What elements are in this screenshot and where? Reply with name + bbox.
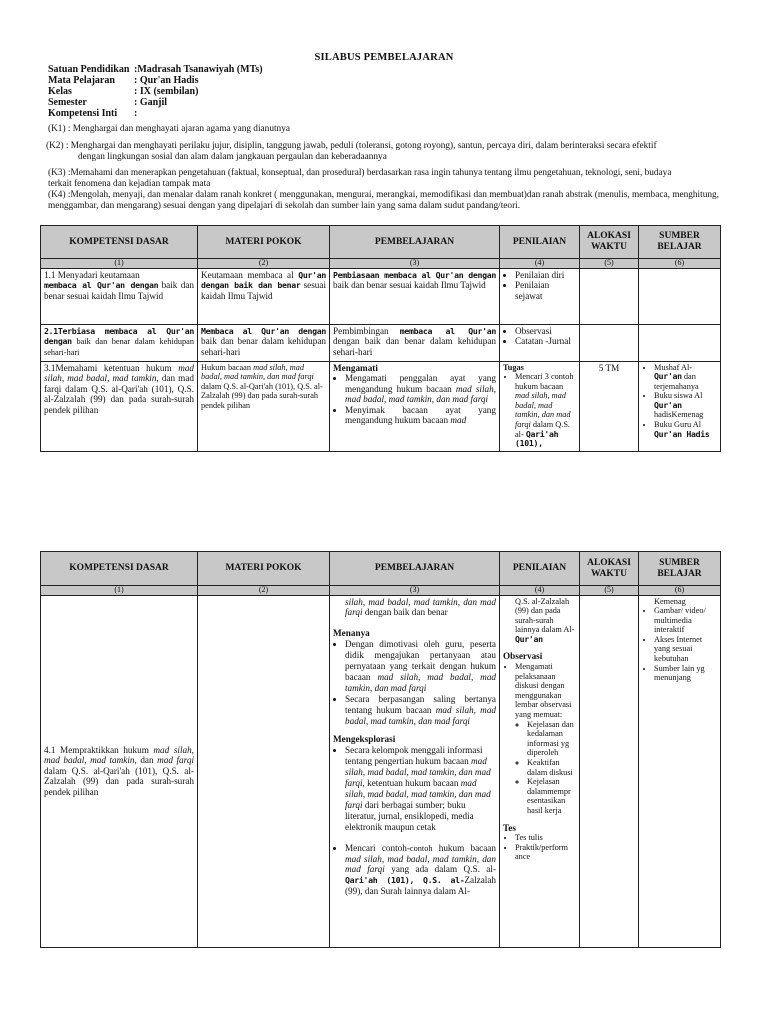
header-kompetensi-dasar: KOMPETENSI DASAR	[41, 552, 198, 586]
sumber-text: hadisKemenag	[654, 410, 704, 420]
penilaian-text: Mencari 3 contoh hukum bacaan	[515, 372, 574, 391]
syllabus-meta	[48, 64, 263, 119]
meta-row	[48, 64, 263, 75]
penilaian-subitem: ◦ Kejelasan dalammempr esentasikan hasil kerja	[527, 777, 576, 815]
pembelajaran-term: mad silah, mad badal, mad tamkin, dan mad farqi	[345, 671, 497, 693]
pembelajaran-term: mad silah, mad badal, mad tamkin, dan mad farqi	[345, 704, 497, 726]
penilaian-item: • Penilaian diri	[515, 270, 576, 281]
penilaian-text: Mengamati pelaksanaan diskusi dengan menggunakan lembar observasi yang memuat:	[515, 662, 572, 720]
ki-3: (K3) :Memahami dan menerapkan pengetahuan (faktual, konseptual, dan prosedural) berdasarkan rasa ingin tahunya tentang ilmu pengetahuan, teknologi, seni, budaya	[48, 168, 672, 178]
arabic-term: Membaca al Qur'an dengan	[201, 325, 326, 336]
materi-text: Keutamaan membaca al	[201, 269, 294, 280]
pembelajaran-term: mad silah, mad badal, mad tamkin, dan mad farqi	[345, 383, 497, 405]
sumber-text: Kemenag	[654, 596, 686, 606]
header-sumber-belajar: SUMBER BELAJAR	[639, 226, 721, 259]
ki-3-cont: terkait fenomena dan kejadian tampak mata	[48, 179, 211, 189]
arabic-term: Pembiasaan membaca al Qur'an dengan	[333, 269, 496, 280]
kd-text: 3.1Memahami ketentuan hukum	[44, 362, 172, 373]
section-heading: Tugas	[503, 362, 524, 372]
pembelajaran-text: Mengamati penggalan ayat yang mengandung hukum bacaan	[345, 373, 496, 394]
table-row	[41, 361, 721, 451]
sumber-cell	[639, 595, 721, 947]
alokasi-cell	[580, 268, 639, 324]
col-number: (4)	[500, 259, 580, 269]
arabic-term: Qur'an Hadis	[654, 428, 710, 439]
kd-term: mad silah, mad badal, mad tamkin,	[44, 362, 195, 384]
col-number: (5)	[580, 586, 639, 596]
pembelajaran-text: dengan baik dan benar dalam kehidupan sehari-hari	[333, 336, 496, 357]
header-penilaian: PENILAIAN	[500, 226, 580, 259]
table-row	[41, 324, 721, 361]
pembelajaran-text: Mencari contoh-	[345, 842, 410, 853]
penilaian-text: Q.S. al-Zalzalah (99) dan pada surah-surah lainnya dalam Al-	[515, 596, 575, 635]
materi-cell	[198, 361, 330, 451]
pembelajaran-text: contoh	[409, 843, 433, 853]
sumber-cell	[639, 268, 721, 324]
materi-cell	[198, 595, 330, 947]
kd-text: dan mad farqi dalam Q.S. al-Qari'ah (101), Q.S. al-Zalzalah (99) dan pada surah-surah pendek pilihan	[44, 373, 194, 415]
materi-cell	[198, 268, 330, 324]
meta-row	[48, 86, 263, 97]
page-title: SILABUS PEMBELAJARAN	[314, 52, 454, 63]
header-sumber-belajar: SUMBER BELAJAR	[639, 552, 721, 586]
kd-cell	[41, 324, 198, 361]
meta-row	[48, 97, 263, 108]
header-kompetensi-dasar: KOMPETENSI DASAR	[41, 226, 198, 259]
col-number: (5)	[580, 259, 639, 269]
kd-text: 4.1 Mempraktikkan hukum	[44, 744, 149, 755]
pembelajaran-term: mad silah, mad badal, mad tamkin, dan mad farqi	[345, 778, 491, 810]
pembelajaran-text: dengan baik dan benar	[364, 607, 448, 618]
col-number: (3)	[330, 586, 500, 596]
penilaian-cell	[500, 595, 580, 947]
penilaian-item: • Catatan -Jurnal	[515, 336, 576, 347]
alokasi-cell	[580, 324, 639, 361]
penilaian-subitem: ◦ Keaktifan dalam diskusi	[527, 758, 576, 777]
materi-term: mad silah, mad badal, mad tamkin, dan mad farqi	[201, 362, 314, 382]
penilaian-cell	[500, 324, 580, 361]
header-alokasi-waktu: ALOKASI WAKTU	[580, 226, 639, 259]
meta-value: : Ganjil	[134, 97, 168, 108]
ki-4: (K4) :Mengolah, menyaji, dan menalar dalam ranah konkret ( menggunakan, mengurai, merangkai, memodifikasi dan membuat)dan ranah abstrak (menulis, membaca, menghitung, menggambar, dan mengarang) sesuai dengan yang dipelajari di sekolah dan sumber lain yang sama dalam sudut pandang/teori.	[48, 190, 719, 211]
arabic-term: Qur'an dengan baik dan benar	[201, 269, 326, 291]
materi-text: baik dan benar dalam kehidupan sehari-hari	[201, 336, 326, 357]
alokasi-cell: 5 TM	[580, 361, 639, 451]
pembelajaran-cell	[330, 324, 500, 361]
header-materi-pokok: MATERI POKOK	[198, 552, 330, 586]
materi-text: Hukum bacaan	[201, 362, 251, 372]
col-number: (2)	[198, 259, 330, 269]
kd-text: baik dan benar sesuai kaidah Ilmu Tajwid	[44, 280, 194, 301]
section-heading: Menanya	[333, 628, 370, 639]
meta-key: Mata Pelajaran	[48, 75, 115, 86]
ki-2: (K2) : Menghargai dan menghayati perilaku jujur, disiplin, tanggung jawab, peduli (toleransi, gotong royong), santun, percaya diri, dalam berinteraksi secara efektif	[46, 141, 657, 151]
col-number: (6)	[639, 586, 721, 596]
kd-term: mad silah, mad badal, mad tamkin,	[44, 744, 194, 766]
header-penilaian: PENILAIAN	[500, 552, 580, 586]
section-heading: Observasi	[503, 651, 543, 662]
arabic-term: Qur'an	[515, 633, 543, 644]
pembelajaran-text: Zalzalah (99), dan Surah lainnya dalam Al-	[345, 875, 496, 897]
col-number: (1)	[41, 586, 198, 596]
pembelajaran-cell	[330, 361, 500, 451]
pembelajaran-text: Secara berpasangan saling bertanya tentang hukum bacaan	[345, 693, 496, 715]
sumber-text: Buku siswa Al	[654, 391, 703, 401]
kd-text: 1.1 Menyadari keutamaan	[44, 269, 140, 280]
header-pembelajaran: PEMBELAJARAN	[330, 552, 500, 586]
sumber-text: Buku Guru Al	[654, 420, 702, 430]
meta-row	[48, 75, 263, 86]
penilaian-item: • Observasi	[515, 326, 576, 337]
pembelajaran-term: silah, mad badal, mad tamkin, dan mad farqi	[345, 596, 496, 618]
meta-value: :	[134, 108, 138, 119]
penilaian-item: • Praktik/perform ance	[515, 843, 576, 862]
kd-term: mad farqi	[157, 755, 195, 766]
arabic-term: Qur'an	[654, 371, 682, 382]
arabic-term: Qur'an	[654, 399, 682, 410]
sumber-item: • Sumber lain yg menunjang	[654, 664, 717, 683]
sumber-cell	[639, 324, 721, 361]
sumber-item: • Akses Internet yang sesuai kebutuhan	[654, 635, 717, 664]
meta-key: Satuan Pendidikan	[48, 64, 130, 75]
penilaian-item: • Penilaian sejawat	[515, 280, 576, 301]
header-alokasi-waktu: ALOKASI WAKTU	[580, 552, 639, 586]
meta-key: Semester	[48, 97, 87, 108]
meta-value: : Qur'an Hadis	[134, 75, 199, 86]
materi-text: dalam Q.S. al-Qari'ah (101), Q.S. al-Zalzalah (99) dan pada surah-surah pendek pilihan	[201, 381, 323, 410]
pembelajaran-text: Menyimak bacaan ayat yang mengandung hukum bacaan	[345, 404, 496, 426]
alokasi-cell	[580, 595, 639, 947]
syllabus-table-1	[40, 225, 721, 452]
col-number: (1)	[41, 259, 198, 269]
kd-text: dalam Q.S. al-Qari'ah (101), Q.S. al-Zalzalah (99) dan pada surah-surah pendek pilihan	[44, 765, 194, 797]
col-number: (6)	[639, 259, 721, 269]
arabic-term: membaca al Qur'an	[399, 325, 497, 336]
pembelajaran-text: Pembimbingan	[333, 325, 389, 336]
col-number: (3)	[330, 259, 500, 269]
section-heading: Mengamati	[333, 362, 378, 373]
penilaian-cell	[500, 361, 580, 451]
pembelajaran-text: ketentuan hukum bacaan	[367, 778, 459, 789]
header-materi-pokok: MATERI POKOK	[198, 226, 330, 259]
kd-text: dan	[140, 755, 154, 766]
ki-1: (K1) : Menghargai dan menghayati ajaran agama yang dianutnya	[48, 124, 290, 134]
penilaian-text: dalam Q.S. al-	[515, 420, 571, 439]
pembelajaran-cell	[330, 595, 500, 947]
meta-key: Kompetensi Inti	[48, 108, 118, 119]
penilaian-term: mad silah, mad badal, mad tamkin, dan mad farqi	[515, 391, 571, 430]
kd-cell	[41, 595, 198, 947]
kd-cell	[41, 361, 198, 451]
kd-cell	[41, 268, 198, 324]
pembelajaran-term: mad	[450, 415, 467, 426]
arabic-term: 2.1Terbiasa membaca al Qur'an dengan	[44, 325, 194, 347]
pembelajaran-text: yang ada dalam Q.S. al-	[391, 864, 497, 875]
meta-row	[48, 108, 263, 119]
pembelajaran-text: hukum bacaan	[438, 842, 496, 853]
table-row	[41, 595, 721, 947]
penilaian-item: • Tes tulis	[515, 833, 576, 843]
penilaian-subitem: ◦ Kejelasan dan kedalaman informasi yg diperoleh	[527, 720, 576, 758]
col-number: (4)	[500, 586, 580, 596]
meta-key: Kelas	[48, 86, 72, 97]
col-number: (2)	[198, 586, 330, 596]
header-pembelajaran: PEMBELAJARAN	[330, 226, 500, 259]
ki-2-cont: dengan lingkungan sosial dan alam dalam jangkauan pergaulan dan keberadaannya	[78, 152, 387, 162]
sumber-text: dan terjemahanya	[654, 372, 699, 391]
pembelajaran-text: Secara kelompok menggali informasi tentang pengertian hukum bacaan	[345, 745, 483, 767]
penilaian-cell	[500, 268, 580, 324]
pembelajaran-text: dari berbagai sumber; buku literatur, jurnal, ensiklopedi, media elektronik maupun cetak	[345, 799, 474, 832]
arabic-term: Qari'ah (101), Q.S. al-	[345, 875, 465, 886]
arabic-term: Qari'ah (101),	[515, 428, 559, 449]
section-heading: Tes	[503, 822, 516, 833]
pembelajaran-term: mad silah, mad badal, mad tamkin, dan mad farqi,	[345, 756, 491, 789]
pembelajaran-cell	[330, 268, 500, 324]
section-heading: Mengeksplorasi	[333, 734, 396, 745]
table-row	[41, 268, 721, 324]
pembelajaran-text: baik dan benar sesuai kaidah Ilmu Tajwid	[333, 280, 486, 291]
pembelajaran-term: mad silah, mad badal, mad tamkin, dan mad farqi	[345, 853, 496, 875]
pembelajaran-text: Dengan dimotivasi oleh guru, peserta didik mengajukan pertanyaan atau pernyataan yang terkait dengan hukum bacaan	[345, 639, 496, 682]
materi-cell	[198, 324, 330, 361]
arabic-term: membaca al Qur'an dengan	[44, 280, 159, 291]
kd-text: baik dan benar dalam kehidupan sehari-hari	[44, 337, 194, 357]
materi-text: sesuai kaidah Ilmu Tajwid	[201, 280, 327, 301]
meta-value: :Madrasah Tsanawiyah (MTs)	[134, 64, 263, 75]
sumber-item: • Gambar/ video/ multimedia interaktif	[654, 606, 717, 635]
sumber-text: Mushaf Al-	[654, 362, 693, 372]
meta-value: : IX (sembilan)	[134, 86, 199, 97]
syllabus-table-2	[40, 551, 721, 948]
sumber-cell	[639, 361, 721, 451]
